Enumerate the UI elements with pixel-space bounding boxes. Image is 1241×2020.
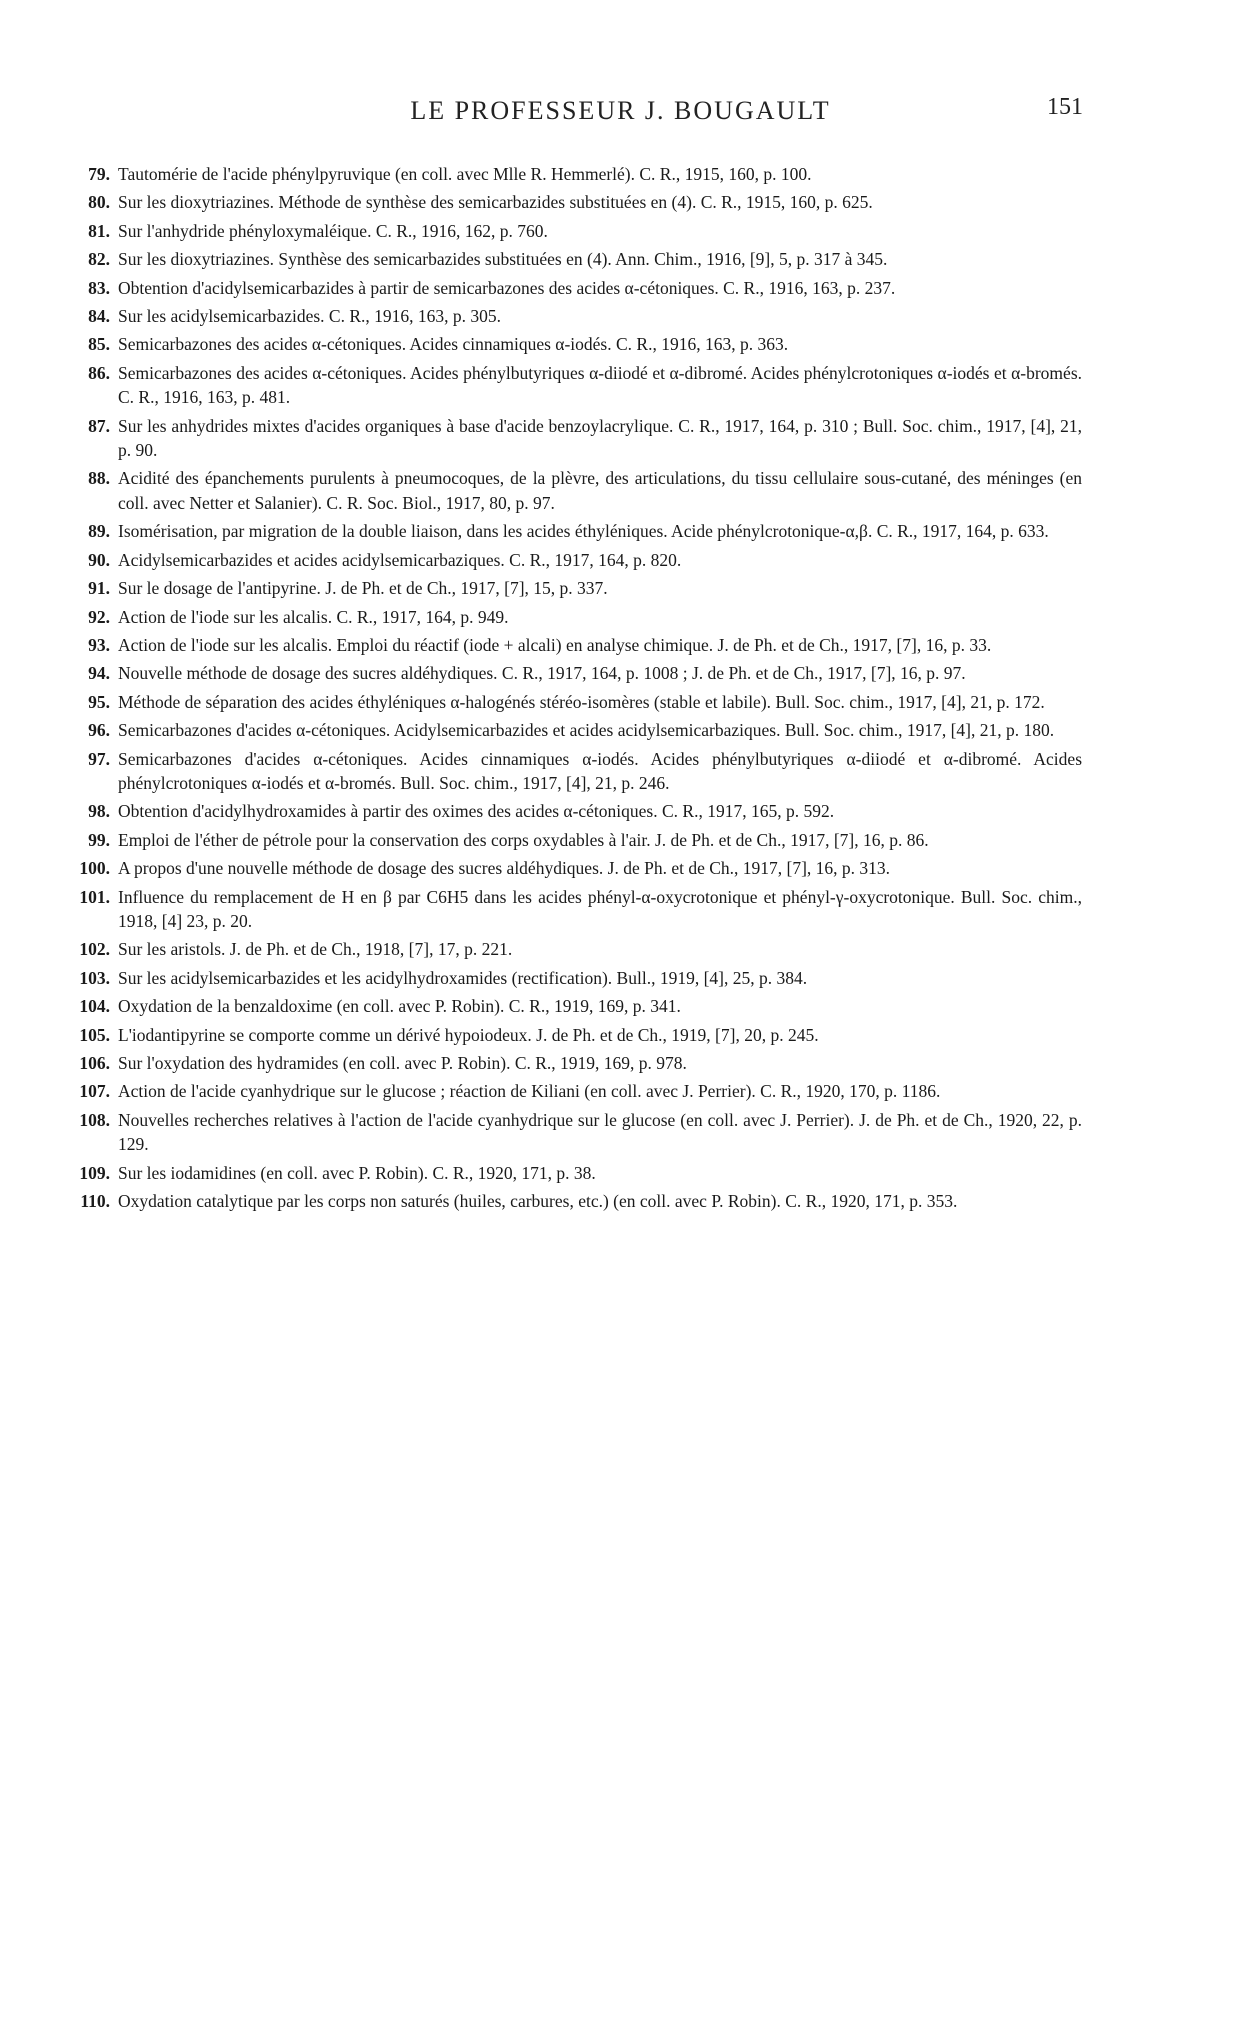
bibliography-entry: [62, 332, 1082, 356]
bibliography-entry: [62, 576, 1082, 600]
entry-number: 82.: [88, 249, 110, 270]
page-number: 151: [1047, 94, 1083, 120]
entry-number: 109.: [79, 1162, 110, 1183]
entry-text: Obtention d'acidylsemicarbazides à partir de semicarbazones des acides α-cétoniques. C. R., 1916, 163, p. 237.: [118, 277, 896, 298]
bibliography-entry: [62, 994, 1082, 1018]
entry-text: Méthode de séparation des acides éthyléniques α-halogénés stéréo-isomères (stable et labile). Bull. Soc. chim., 1917, [4], 21, p. 172.: [118, 691, 1045, 712]
entry-number: 86.: [88, 362, 110, 383]
entry-text: A propos d'une nouvelle méthode de dosage des sucres aldéhydiques. J. de Ph. et de Ch., 1917, [7], 16, p. 313.: [118, 858, 891, 879]
entry-number: 99.: [88, 829, 110, 850]
entry-number: 91.: [88, 578, 110, 599]
bibliography-entry: [62, 304, 1082, 328]
entry-text: Sur les anhydrides mixtes d'acides organiques à base d'acide benzoylacrylique. C. R., 1917, 164, p. 310 ; Bull. Soc. chim., 1917, [4], 21, p. 90.: [118, 415, 1082, 461]
entry-text: Obtention d'acidylhydroxamides à partir des oximes des acides α-cétoniques. C. R., 1917, 165, p. 592.: [118, 801, 835, 822]
bibliography-entry: [62, 828, 1082, 852]
entry-text: L'iodantipyrine se comporte comme un dérivé hypoiodeux. J. de Ph. et de Ch., 1919, [7], 20, p. 245.: [118, 1024, 819, 1045]
entry-text: Sur les acidylsemicarbazides. C. R., 1916, 163, p. 305.: [118, 306, 501, 327]
bibliography-entry: [62, 966, 1082, 990]
bibliography-entry: [62, 1161, 1082, 1185]
entry-text: Action de l'iode sur les alcalis. Emploi du réactif (iode + alcali) en analyse chimique. J. de Ph. et de Ch., 1917, [7], 16, p. 33.: [118, 634, 992, 655]
bibliography-entry: [62, 633, 1082, 657]
running-header: [0, 92, 1241, 132]
entry-number: 103.: [79, 967, 110, 988]
entry-text: Sur les dioxytriazines. Méthode de synthèse des semicarbazides substituées en (4). C. R., 1915, 160, p. 625.: [118, 192, 873, 213]
bibliography-entry: [62, 661, 1082, 685]
bibliography-entry: [62, 190, 1082, 214]
entry-number: 83.: [88, 277, 110, 298]
entry-text: Nouvelle méthode de dosage des sucres aldéhydiques. C. R., 1917, 164, p. 1008 ; J. de Ph. et de Ch., 1917, [7], 16, p. 97.: [118, 663, 966, 684]
entry-text: Sur les iodamidines (en coll. avec P. Robin). C. R., 1920, 171, p. 38.: [118, 1162, 596, 1183]
entry-text: Oxydation catalytique par les corps non saturés (huiles, carbures, etc.) (en coll. avec P. Robin). C. R., 1920, 171, p. 353.: [118, 1191, 958, 1212]
entry-number: 79.: [88, 164, 110, 184]
bibliography-entry: [62, 937, 1082, 961]
bibliography-entry: [62, 414, 1082, 463]
bibliography-entry: [62, 162, 1082, 186]
bibliography-entry: [62, 799, 1082, 823]
bibliography-entry: [62, 856, 1082, 880]
running-title: LE PROFESSEUR J. BOUGAULT: [410, 96, 831, 125]
bibliography-entry: [62, 548, 1082, 572]
bibliography-entry: [62, 276, 1082, 300]
entry-text: Action de l'iode sur les alcalis. C. R., 1917, 164, p. 949.: [118, 606, 509, 627]
entry-text: Semicarbazones des acides α-cétoniques. Acides phénylbutyriques α-diiodé et α-dibromé. Acides phénylcrotoniques α-iodés et α-bromés. C. R., 1916, 163, p. 481.: [118, 362, 1082, 408]
bibliography-entry: [62, 219, 1082, 243]
entry-number: 88.: [88, 468, 110, 489]
entry-text: Sur l'oxydation des hydramides (en coll. avec P. Robin). C. R., 1919, 169, p. 978.: [118, 1053, 687, 1073]
bibliography-entry: [62, 247, 1082, 271]
entry-number: 80.: [88, 192, 110, 213]
entry-text: Influence du remplacement de H en β par C6H5 dans les acides phényl-α-oxycrotonique et phényl-γ-oxycrotonique. Bull. Soc. chim., 1918, [4] 23, p. 20.: [118, 886, 1082, 931]
entry-number: 110.: [80, 1191, 110, 1212]
bibliography-entry: [62, 361, 1082, 410]
entry-text: Semicarbazones d'acides α-cétoniques. Acides cinnamiques α-iodés. Acides phénylbutyriques α-diiodé et α-dibromé. Acides phénylcrotoniques α-iodés et α-bromés. Bull. Soc. chim., 1917, [4], 21, p. 246.: [118, 748, 1082, 793]
entry-number: 96.: [88, 720, 110, 741]
entry-text: Semicarbazones d'acides α-cétoniques. Acidylsemicarbazides et acides acidylsemicarbaziques. Bull. Soc. chim., 1917, [4], 21, p. 180.: [118, 720, 1055, 741]
entry-text: Sur les acidylsemicarbazides et les acidylhydroxamides (rectification). Bull., 1919, [4], 25, p. 384.: [118, 967, 808, 988]
bibliography-entry: [62, 1189, 1082, 1213]
bibliography-entry: [62, 1079, 1082, 1103]
bibliography-entry: [62, 690, 1082, 714]
entry-number: 92.: [88, 606, 110, 627]
entry-number: 93.: [88, 634, 110, 655]
bibliography-entry: [62, 885, 1082, 934]
entry-number: 101.: [79, 886, 110, 907]
entry-number: 108.: [79, 1109, 110, 1130]
entry-number: 106.: [79, 1053, 110, 1073]
entry-number: 105.: [79, 1024, 110, 1045]
bibliography-list: [62, 162, 1082, 1217]
entry-number: 102.: [79, 939, 110, 960]
entry-text: Oxydation de la benzaldoxime (en coll. avec P. Robin). C. R., 1919, 169, p. 341.: [118, 996, 681, 1017]
entry-text: Nouvelles recherches relatives à l'action de l'acide cyanhydrique sur le glucose (en coll. avec J. Perrier). J. de Ph. et de Ch., 1920, 22, p. 129.: [118, 1109, 1082, 1155]
bibliography-entry: [62, 1023, 1082, 1047]
entry-text: Semicarbazones des acides α-cétoniques. Acides cinnamiques α-iodés. C. R., 1916, 163, p. 363.: [118, 334, 789, 355]
bibliography-entry: [62, 1051, 1082, 1075]
entry-number: 95.: [88, 691, 110, 712]
bibliography-entry: [62, 605, 1082, 629]
entry-number: 98.: [88, 801, 110, 822]
entry-text: Acidité des épanchements purulents à pneumocoques, de la plèvre, des articulations, du tissu cellulaire sous-cutané, des méninges (en coll. avec Netter et Salanier). C. R. Soc. Biol., 1917, 80, p. 97.: [118, 468, 1082, 513]
entry-text: Sur les aristols. J. de Ph. et de Ch., 1918, [7], 17, p. 221.: [118, 939, 513, 960]
entry-text: Sur l'anhydride phényloxymaléique. C. R., 1916, 162, p. 760.: [118, 220, 548, 241]
entry-text: Sur les dioxytriazines. Synthèse des semicarbazides substituées en (4). Ann. Chim., 1916, [9], 5, p. 317 à 345.: [118, 249, 888, 270]
entry-text: Isomérisation, par migration de la double liaison, dans les acides éthyléniques. Acide phénylcrotonique-α,β. C. R., 1917, 164, p. 633.: [118, 521, 1049, 542]
entry-text: Emploi de l'éther de pétrole pour la conservation des corps oxydables à l'air. J. de Ph. et de Ch., 1917, [7], 16, p. 86.: [118, 829, 929, 850]
entry-text: Acidylsemicarbazides et acides acidylsemicarbaziques. C. R., 1917, 164, p. 820.: [118, 549, 682, 570]
entry-number: 89.: [88, 521, 110, 542]
entry-number: 87.: [88, 415, 110, 436]
entry-number: 90.: [88, 549, 110, 570]
entry-number: 81.: [88, 220, 110, 241]
bibliography-entry: [62, 747, 1082, 796]
entry-number: 94.: [88, 663, 110, 684]
entry-number: 104.: [79, 996, 110, 1017]
entry-number: 84.: [88, 306, 110, 327]
bibliography-entry: [62, 718, 1082, 742]
bibliography-entry: [62, 519, 1082, 543]
entry-text: Sur le dosage de l'antipyrine. J. de Ph. et de Ch., 1917, [7], 15, p. 337.: [118, 578, 608, 599]
entry-number: 85.: [88, 334, 110, 355]
entry-number: 97.: [88, 748, 110, 769]
bibliography-entry: [62, 1108, 1082, 1157]
entry-number: 107.: [79, 1081, 110, 1102]
entry-text: Action de l'acide cyanhydrique sur le glucose ; réaction de Kiliani (en coll. avec J. Perrier). C. R., 1920, 170, p. 1186.: [118, 1081, 941, 1102]
bibliography-entry: [62, 466, 1082, 515]
entry-text: Tautomérie de l'acide phénylpyruvique (en coll. avec Mlle R. Hemmerlé). C. R., 1915, 160, p. 100.: [118, 164, 812, 184]
entry-number: 100.: [79, 858, 110, 879]
